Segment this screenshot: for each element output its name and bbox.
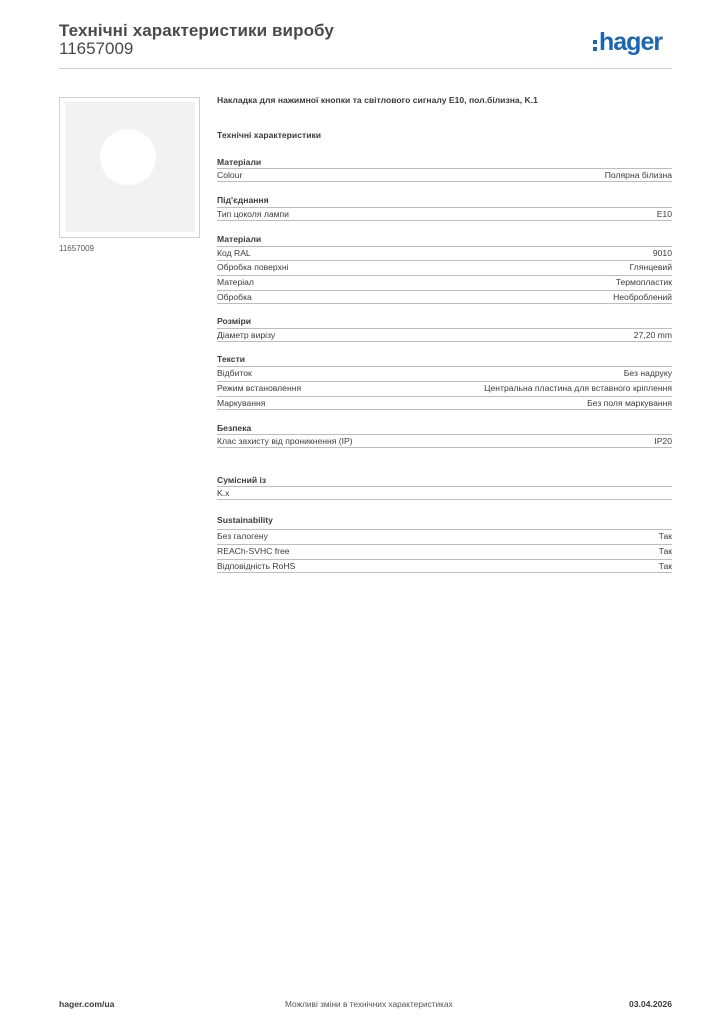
- spec-label: Маркування: [217, 397, 266, 408]
- spec-label: Colour: [217, 169, 243, 180]
- spec-label: Діаметр вирізу: [217, 329, 276, 340]
- section-title: Матеріали: [217, 234, 262, 244]
- section-title: Sustainability: [217, 515, 273, 525]
- spec-row: [217, 246, 672, 260]
- footer-note: Можливі зміни в технічних характеристиках: [285, 999, 453, 1009]
- spec-row: [217, 275, 672, 289]
- spec-value: Так: [658, 546, 672, 556]
- spec-value: Глянцевий: [629, 262, 672, 272]
- spec-label: Тип цоколя лампи: [217, 208, 289, 219]
- spec-value: Полярна білизна: [604, 169, 672, 180]
- spec-value: Так: [658, 531, 672, 541]
- spec-row: [217, 328, 672, 342]
- page-title: Технічні характеристики виробу: [59, 21, 334, 40]
- spec-value: Без поля маркування: [587, 397, 672, 408]
- product-image: [59, 97, 200, 238]
- cutout-circle: [100, 129, 156, 185]
- spec-value: Центральна пластина для вставного кріплення: [484, 383, 672, 393]
- spec-row: [217, 396, 672, 410]
- section-title: Безпека: [217, 423, 252, 433]
- spec-value: 9010: [652, 248, 672, 258]
- spec-label: Код RAL: [217, 248, 251, 258]
- header-divider: [59, 68, 672, 69]
- spec-label: Клас захисту від проникнення (IP): [217, 435, 353, 446]
- spec-label: Обробка: [217, 291, 252, 302]
- spec-value: Необроблений: [613, 291, 672, 302]
- spec-row: [217, 168, 672, 182]
- section-title: Під'єднання: [217, 195, 269, 205]
- spec-value: Без надруку: [623, 368, 672, 378]
- section-title: Тексти: [217, 354, 246, 364]
- image-caption: 11657009: [59, 244, 94, 253]
- spec-label: Матеріал: [217, 277, 254, 287]
- hager-logo[interactable]: [593, 27, 662, 57]
- footer-date: 03.04.2026: [628, 999, 672, 1009]
- spec-value: E10: [656, 208, 672, 219]
- section-title: Сумісний із: [217, 475, 267, 485]
- section-title: Матеріали: [217, 157, 262, 167]
- spec-label: K.x: [217, 487, 230, 498]
- spec-label: Режим встановлення: [217, 383, 302, 393]
- product-code: 11657009: [59, 39, 134, 58]
- spec-label: Відповідність RoHS: [217, 560, 296, 571]
- spec-row: [217, 559, 672, 573]
- spec-row: [217, 529, 672, 543]
- spec-row: [217, 544, 672, 558]
- spec-value: Термопластик: [615, 277, 672, 287]
- tech-heading: Технічні характеристики: [217, 130, 322, 140]
- spec-value: IP20: [654, 435, 672, 446]
- spec-row: [217, 434, 672, 448]
- logo-text: hager: [599, 27, 663, 56]
- spec-row: [217, 381, 672, 395]
- spec-value: 27,20 mm: [633, 329, 672, 340]
- spec-row: [217, 207, 672, 221]
- spec-row: [217, 366, 672, 380]
- footer-website-link[interactable]: hager.com/ua: [59, 999, 115, 1009]
- logo-dots-icon: [593, 40, 597, 51]
- spec-value: Так: [658, 560, 672, 571]
- spec-label: Відбиток: [217, 368, 252, 378]
- spec-row: [217, 260, 672, 274]
- spec-row: [217, 486, 672, 500]
- section-title: Розміри: [217, 316, 251, 326]
- spec-label: Обробка поверхні: [217, 262, 289, 272]
- spec-label: REACh-SVHC free: [217, 546, 290, 556]
- spec-label: Без галогену: [217, 531, 268, 541]
- spec-row: [217, 290, 672, 304]
- product-name: Накладка для нажимної кнопки та світлового сигналу E10, пол.білизна, K.1: [217, 95, 538, 105]
